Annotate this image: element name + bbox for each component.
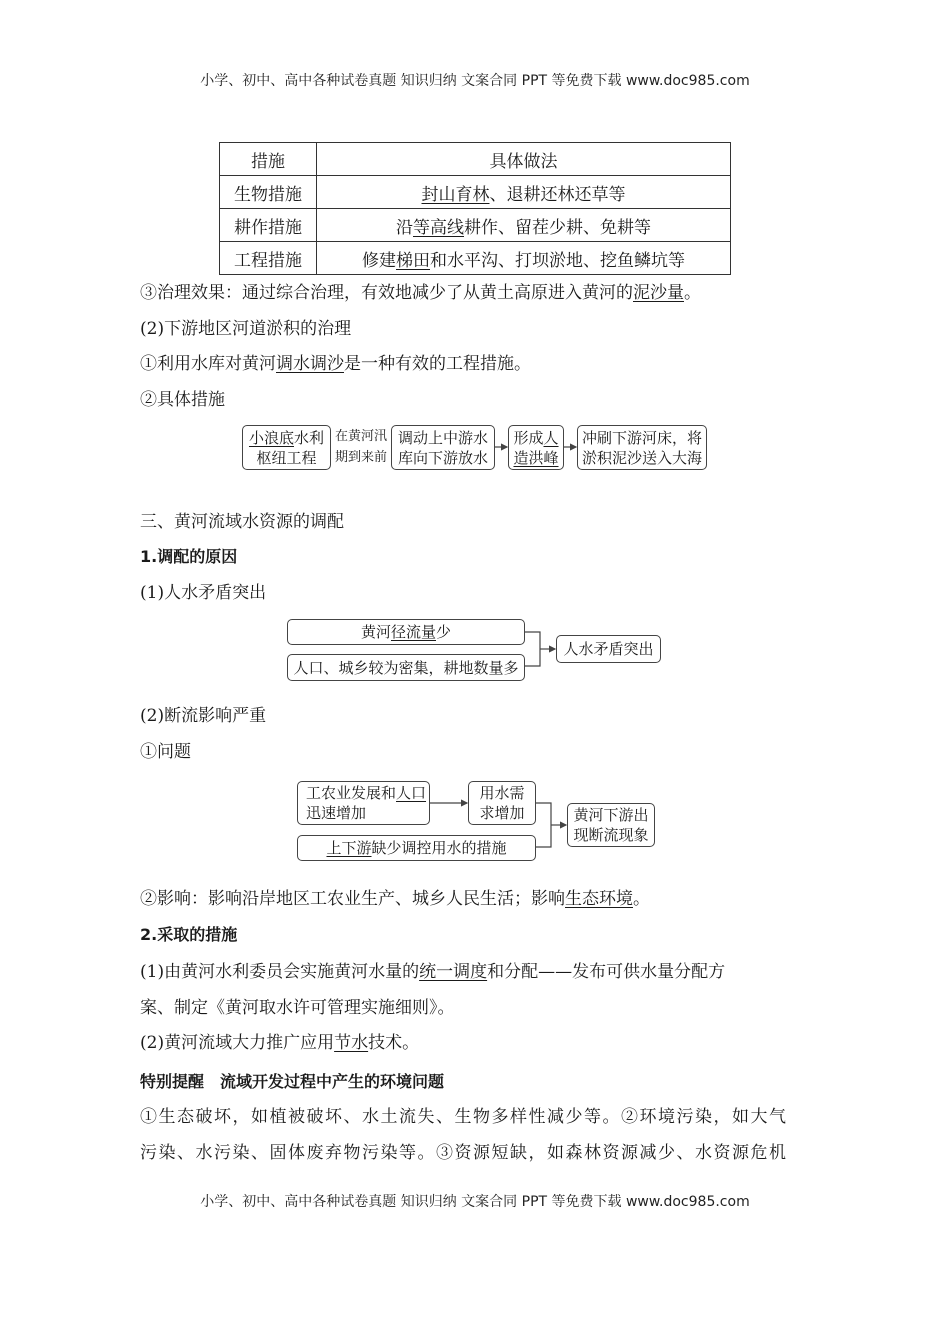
- key-term: 梯田: [396, 250, 430, 271]
- table-header-cell: 措施: [220, 143, 317, 176]
- heading-measures: 2.采取的措施: [140, 925, 238, 944]
- flow1-timing-label: 在黄河汛 期到来前: [334, 429, 387, 465]
- flow2-box-population: 人口、城乡较为密集，耕地数量多: [287, 654, 525, 681]
- key-term: 等高线: [413, 217, 464, 238]
- subsection-title: (2)断流影响严重: [140, 706, 267, 726]
- key-term: 封山育林: [421, 184, 490, 205]
- flow3-box-development: 工农业发展和人口 迅速增加: [297, 781, 430, 825]
- subsection-title: (2)下游地区河道淤积的治理: [140, 319, 352, 339]
- flow1-box-dam: 小浪底水利 枢纽工程: [242, 425, 331, 470]
- table-header-cell: 具体做法: [317, 143, 731, 176]
- flow3-box-demand: 用水需 求增加: [468, 781, 536, 825]
- table-cell-method: 修建梯田和水平沟、打坝淤地、挖鱼鳞坑等: [317, 242, 731, 275]
- subsection-title: ②具体措施: [140, 390, 225, 410]
- flow1-box-release: 调动上中游水 库向下游放水: [391, 425, 495, 470]
- section-title: 三、黄河流域水资源的调配: [140, 512, 344, 532]
- measure1-paragraph: (1)由黄河水利委员会实施黄河水量的统一调度和分配——发布可供水量分配方: [140, 962, 726, 982]
- key-term: 泥沙量: [633, 283, 684, 303]
- table-cell-method: 封山育林、退耕还林还草等: [317, 176, 731, 209]
- flow3-box-regulation: 上下游缺少调控用水的措施: [297, 835, 536, 861]
- table-cell-type: 耕作措施: [220, 209, 317, 242]
- subsection-title: ①问题: [140, 742, 191, 762]
- flow2-box-runoff: 黄河径流量少: [287, 619, 525, 645]
- flow3-box-result: 黄河下游出 现断流现象: [567, 803, 655, 847]
- impact-paragraph: ②影响：影响沿岸地区工农业生产、城乡人民生活；影响生态环境。: [140, 889, 650, 909]
- flow1-box-flood-peak: 形成人 造洪峰: [508, 425, 564, 470]
- heading-reason: 1.调配的原因: [140, 547, 238, 566]
- measure2-paragraph: (2)黄河流域大力推广应用节水技术。: [140, 1033, 420, 1053]
- footer-watermark: 小学、初中、高中各种试卷真题 知识归纳 文案合同 PPT 等免费下载 www.doc985.com: [200, 1194, 750, 1210]
- key-term: 节水: [334, 1033, 369, 1053]
- table-cell-method: 沿等高线耕作、留茬少耕、免耕等: [317, 209, 731, 242]
- measure1-paragraph-cont: 案、制定《黄河取水许可管理实施细则》。: [140, 998, 455, 1018]
- tip-paragraph: ①生态破坏，如植被破坏、水土流失、生物多样性减少等。②环境污染，如大气: [140, 1107, 788, 1127]
- effect-paragraph: ③治理效果：通过综合治理，有效地减少了从黄土高原进入黄河的泥沙量。: [140, 283, 701, 303]
- table-cell-type: 生物措施: [220, 176, 317, 209]
- tip-title: 特别提醒 流域开发过程中产生的环境问题: [140, 1072, 445, 1091]
- flow2-box-result: 人水矛盾突出: [556, 635, 661, 663]
- subsection-title: (1)人水矛盾突出: [140, 583, 267, 603]
- key-term: 统一调度: [419, 962, 488, 982]
- key-term: 调水调沙: [276, 354, 344, 374]
- reservoir-paragraph: ①利用水库对黄河调水调沙是一种有效的工程措施。: [140, 354, 531, 374]
- key-term: 生态环境: [565, 889, 633, 909]
- flow1-box-flush: 冲刷下游河床，将 淤积泥沙送入大海: [577, 425, 707, 470]
- table-cell-type: 工程措施: [220, 242, 317, 275]
- header-watermark: 小学、初中、高中各种试卷真题 知识归纳 文案合同 PPT 等免费下载 www.doc985.com: [200, 73, 750, 89]
- tip-paragraph-cont: 污染、水污染、固体废弃物污染等。③资源短缺，如森林资源减少、水资源危机: [140, 1143, 788, 1163]
